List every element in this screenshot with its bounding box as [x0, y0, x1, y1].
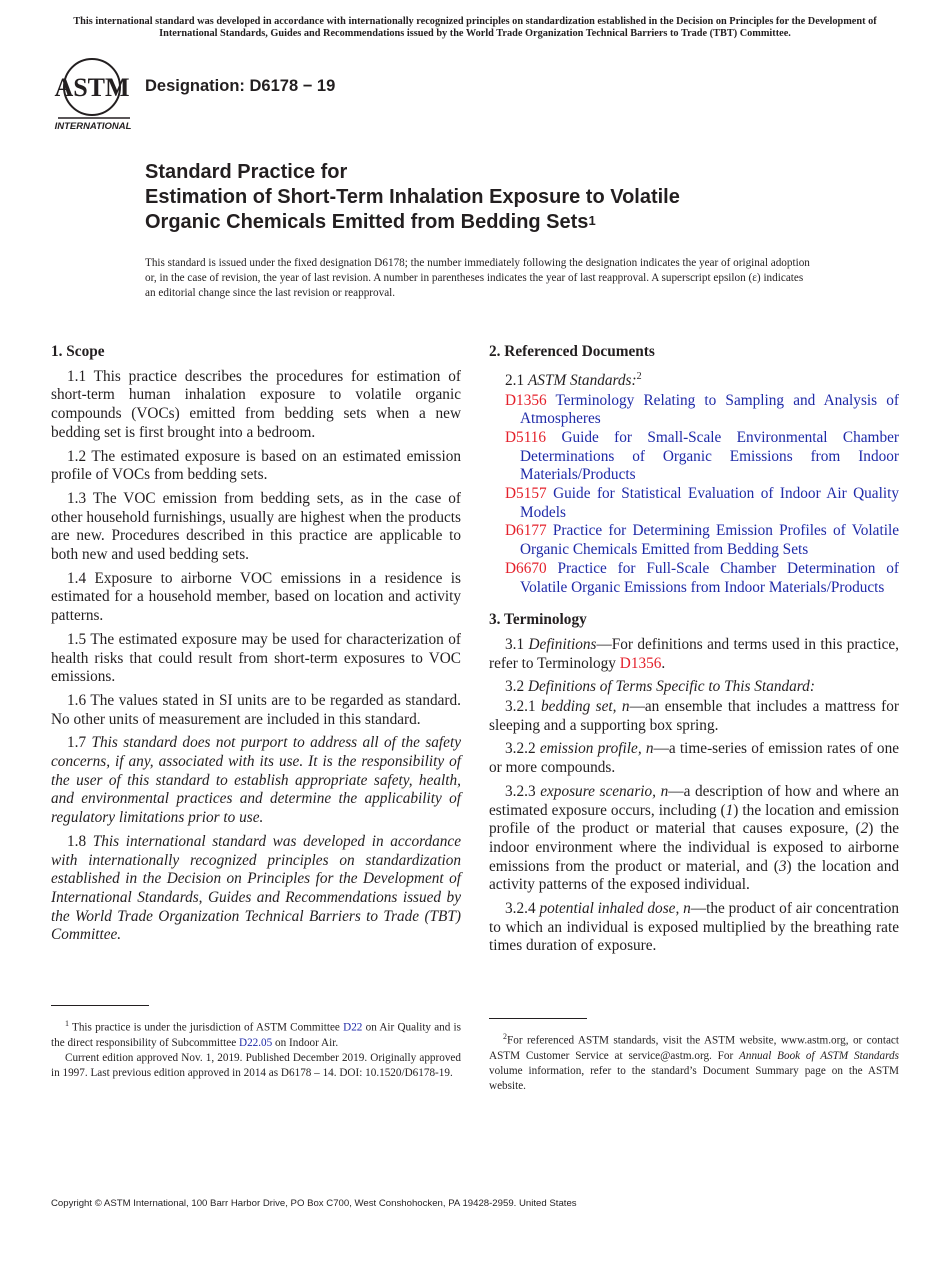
astm-logo: [52, 56, 136, 132]
term-3-2-3: 3.2.3 exposure scenario, n—a description of how and where an estimated exposure occurs, including (1) the location and emission profile of the product or material that causes exposure, (2) the indoor environment where the individual is exposed to airborne emissions from the product or material, and (3) the location and activity patterns of the exposed individual.: [489, 782, 900, 894]
term-3-2-1: 3.2.1 bedding set, n—an ensemble that includes a mattress for sleeping and a supporting box spring.: [489, 698, 899, 734]
ref-item[interactable]: D1356 Terminology Relating to Sampling and Analysis of Atmospheres: [505, 391, 899, 428]
d22-05-link[interactable]: D22.05: [238, 1036, 273, 1049]
scope-1-7: 1.7 This standard does not purport to address all of the safety concerns, if any, associated with its use. It is the responsibility of the user of this standard to establish appropriate safety, health, and environmental practices and determine the applicability of regulatory limitations prior to use.: [51, 734, 462, 827]
refs-heading: 2. Referenced Documents: [489, 343, 655, 360]
issuance-statement: This standard is issued under the fixed designation D6178; the number immediately following the designation indicates the year of original adoption or, in the case of revision, the year of last revision. A number in parentheses indicates the year of last reapproval. A superscript epsilon (ε) indicates an editorial change since the last revision or reapproval.: [145, 257, 810, 299]
footnote-2: $^2$For referenced ASTM standards, visit the ASTM website, www.astm.org, or contact ASTM Customer Service at service@astm.org. For Annual Book of ASTM Standards volume information, refer to the standard’s Document Summary page on the ASTM website.: [489, 1032, 899, 1092]
scope-1-4: 1.4 Exposure to airborne VOC emissions in a residence is estimated for a household member, based on location and activity patterns.: [51, 569, 461, 625]
ref-item[interactable]: D6177 Practice for Determining Emission Profiles of Volatile Organic Chemicals Emitted from Bedding Sets: [505, 522, 899, 559]
term-3-2: 3.2 Definitions of Terms Specific to This Standard:: [505, 678, 815, 696]
logo-subtitle: INTERNATIONAL: [54, 121, 132, 132]
scope-1-2: 1.2 The estimated exposure is based on an estimated emission profile of VOCs from bedding sets.: [51, 447, 461, 484]
terminology-heading: 3. Terminology: [489, 611, 587, 629]
title-line-3: Organic Chemicals Emitted from Bedding Sets$^1$: [145, 211, 596, 233]
scope-1-6: 1.6 The values stated in SI units are to be regarded as standard. No other units of measurement are included in this standard.: [51, 691, 461, 728]
footnote-divider-left: [51, 1005, 149, 1006]
ref-item[interactable]: D5157 Guide for Statistical Evaluation of Indoor Air Quality Models: [505, 485, 899, 521]
title-line-1: Standard Practice for: [145, 161, 348, 183]
tbt-notice: This international standard was developed in accordance with internationally recognized principles on standardization established in the Decision on Principles for the Development of International Standards, Guides and Recommendations issued by the World Trade Organization Technical Barriers to Trade (TBT) Committee.: [73, 16, 877, 39]
astm-standards-label: 2.1 ASTM Standards:$^2$: [505, 370, 642, 389]
designation: Designation: D6178 − 19: [145, 77, 336, 95]
scope-1-3: 1.3 The VOC emission from bedding sets, as in the case of other household furnishings, usually are highest when the products are new. Procedures described in this practice are applicable to both new and used bedding sets.: [51, 489, 461, 564]
footnote-1: $^1$ This practice is under the jurisdiction of ASTM Committee D22 on Air Quality and is the direct responsibility of Subcommittee D22.05 on Indoor Air. Current edition approved Nov. 1, 2019. Published December 2019. Originally approved in 1997. Last previous edition approved in 2014 as D6178 – 14. DOI: 10.1520/D6178-19.: [51, 1019, 462, 1079]
logo-letters: ASTM: [54, 73, 130, 102]
right-column: [489, 343, 899, 961]
d1356-link[interactable]: D1356: [619, 654, 662, 672]
term-3-1: 3.1 Definitions—For definitions and terms used in this practice, refer to Terminology D1356.: [489, 635, 899, 672]
term-3-2-2: 3.2.2 emission profile, n—a time-series of emission rates of one or more compounds.: [489, 740, 900, 777]
scope-heading: 1. Scope: [51, 343, 105, 360]
scope-1-8: 1.8 This international standard was developed in accordance with internationally recognized principles on standardization established in the Decision on Principles for the Development of International Standards, Guides and Recommendations issued by the World Trade Organization Technical Barriers to Trade (TBT) Committee.: [51, 832, 461, 944]
term-3-2-4: 3.2.4 potential inhaled dose, n—the product of air concentration to which an individual is exposed multiplied by the breathing rate times duration of exposure.: [489, 900, 899, 955]
ref-item[interactable]: D6670 Practice for Full-Scale Chamber Determination of Volatile Organic Emissions from Indoor Materials/Products: [505, 559, 899, 596]
copyright: Copyright © ASTM International, 100 Barr Harbor Drive, PO Box C700, West Conshohocken, PA 19428-2959. United States: [51, 1198, 577, 1209]
ref-item[interactable]: D5116 Guide for Small-Scale Environmental Chamber Determinations of Organic Emissions from Indoor Materials/Products: [505, 428, 899, 484]
title-line-2: Estimation of Short-Term Inhalation Exposure to Volatile: [145, 186, 680, 208]
scope-1-1: 1.1 This practice describes the procedures for estimation of short-term human inhalation exposure to volatile organic compounds (VOCs) emitted from bedding sets when a new bedding set is first brought into a bedroom.: [51, 367, 461, 441]
scope-1-5: 1.5 The estimated exposure may be used for characterization of health risks that could result from short-term exposures to VOC emissions.: [51, 630, 461, 686]
footnote-divider-right: [489, 1018, 587, 1019]
left-column: [51, 343, 461, 950]
document-title: [145, 160, 865, 235]
d22-link[interactable]: D22: [343, 1021, 363, 1034]
title-footnote-mark: 1: [588, 213, 596, 228]
footnote-1-edition: Current edition approved Nov. 1, 2019. Published December 2019. Originally approved in 1997. Last previous edition approved in 2014 as D6178 – 14. DOI: 10.1520/D6178-19.: [51, 1051, 461, 1079]
